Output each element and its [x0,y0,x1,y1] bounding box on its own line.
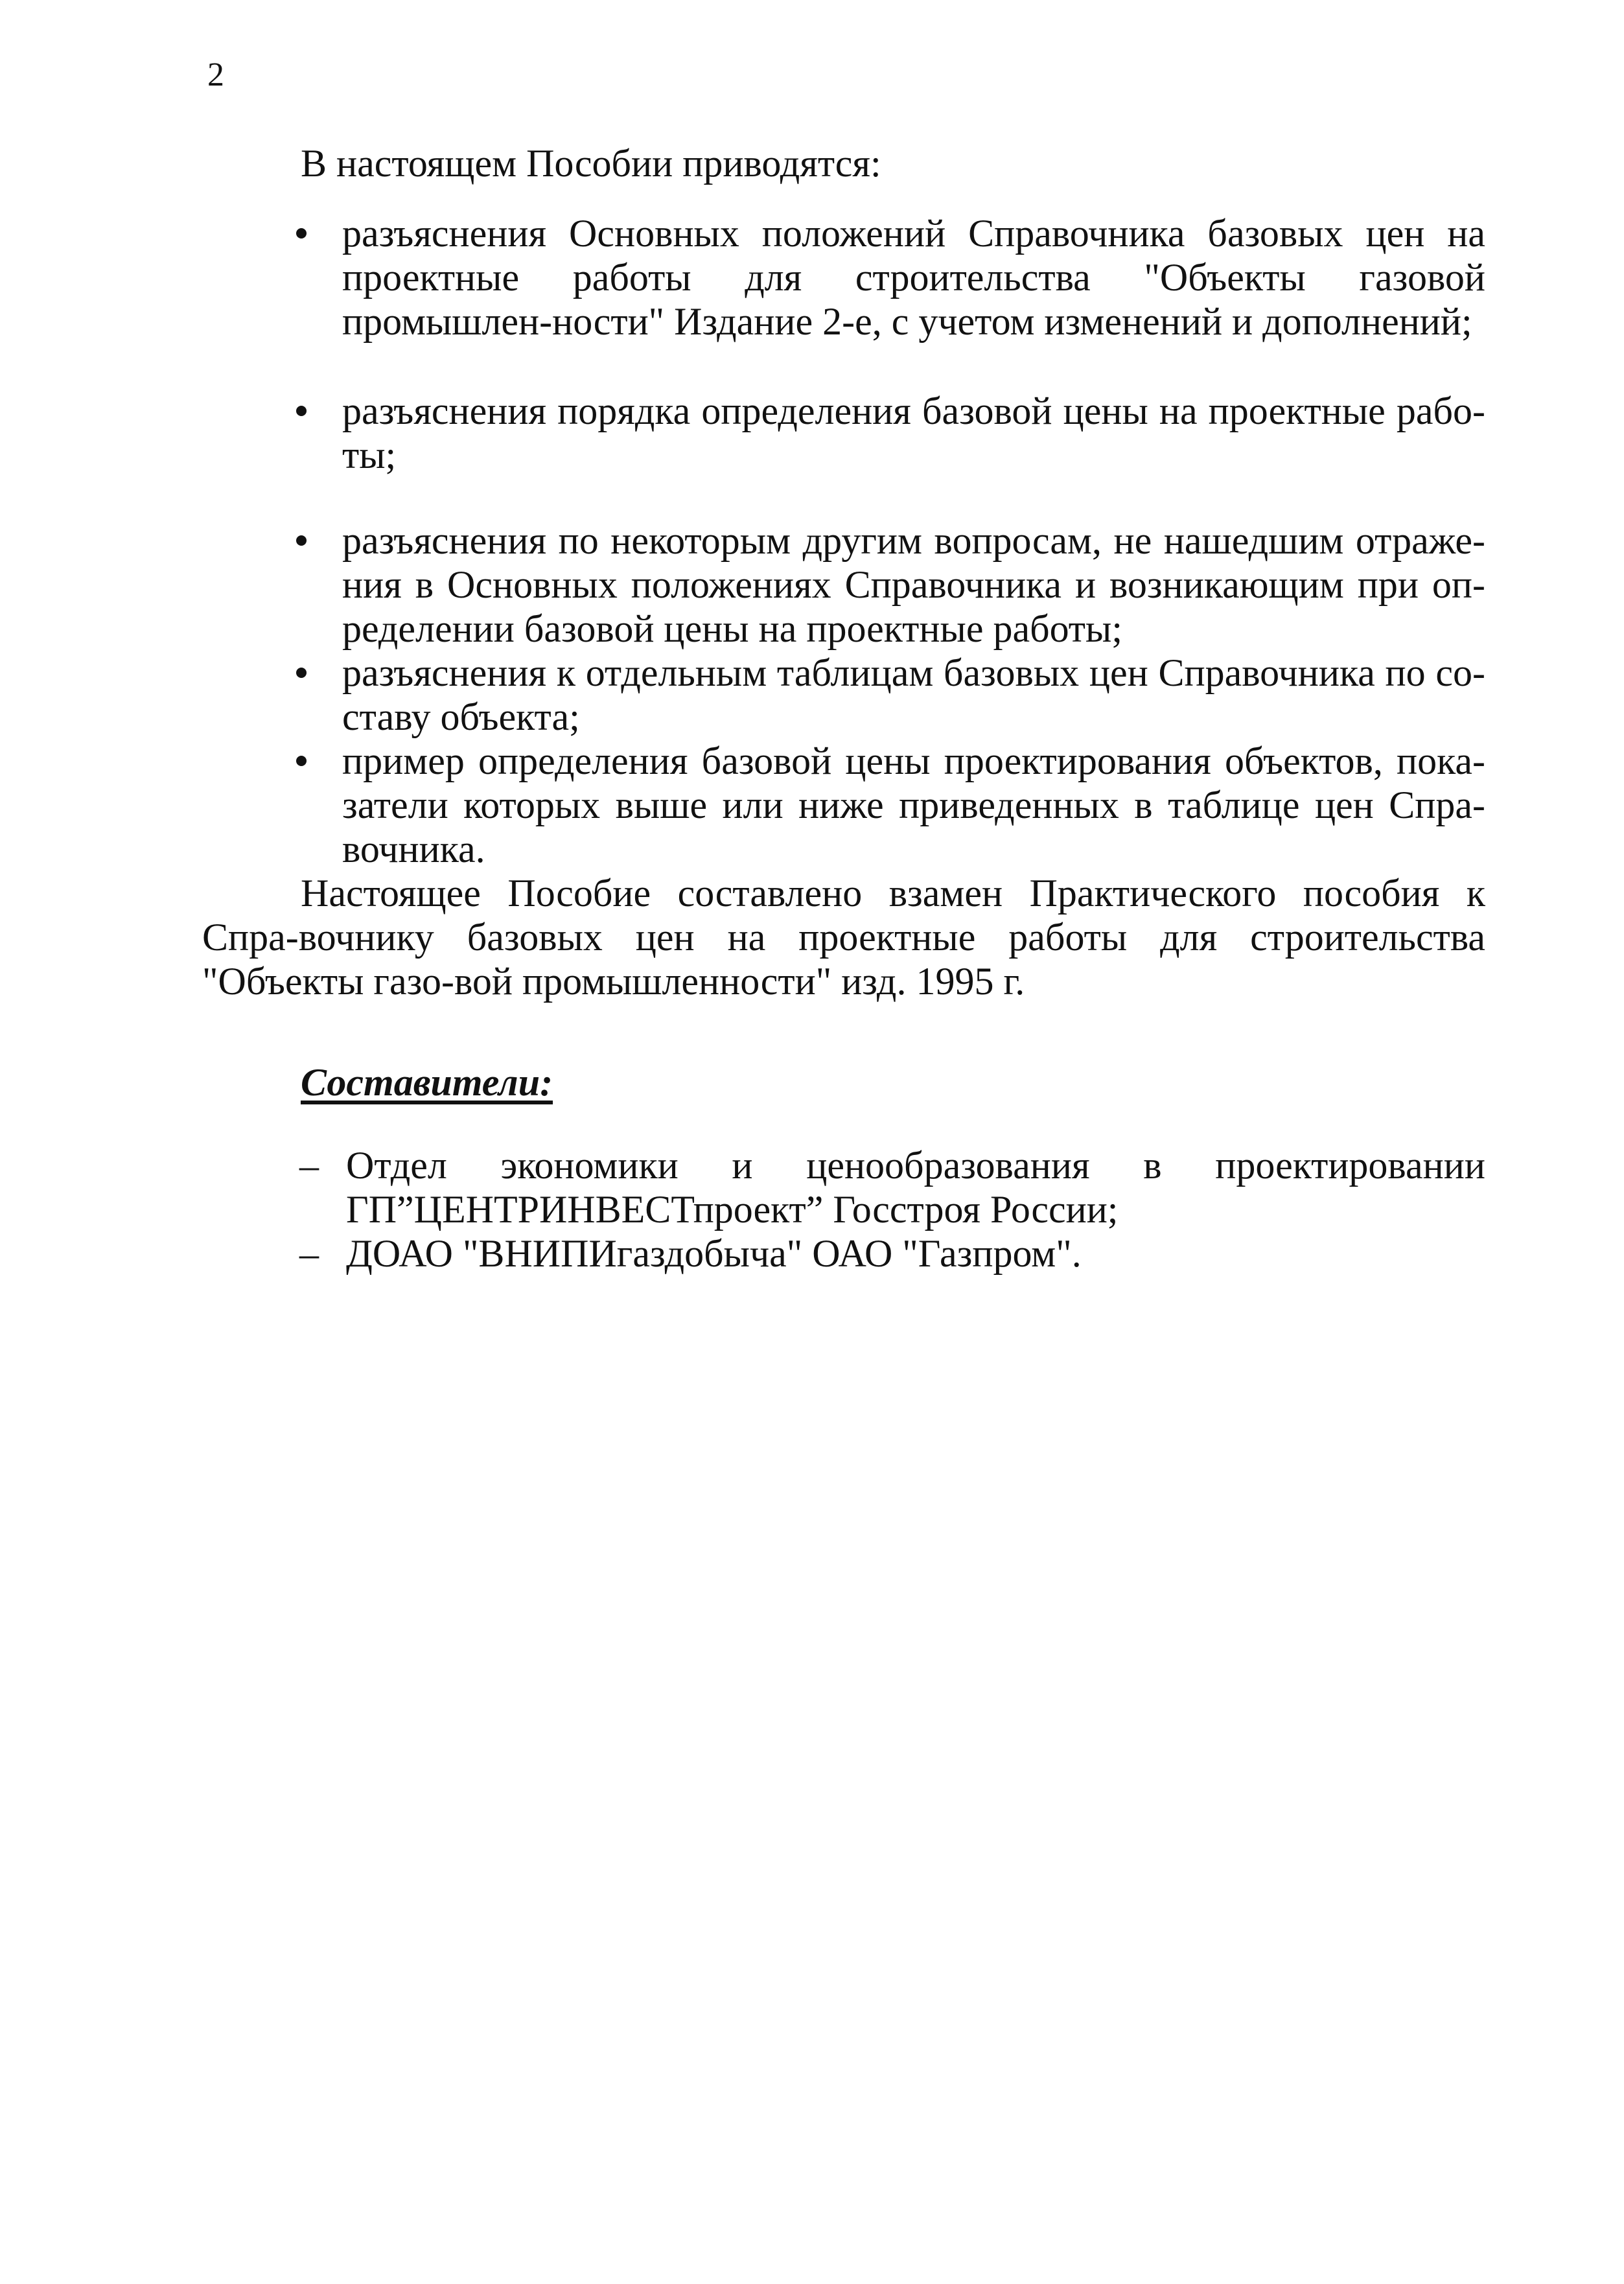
author-word: в [1143,1144,1162,1187]
bullet-icon [296,406,307,416]
page-number: 2 [207,56,224,93]
author-word: экономики [500,1144,679,1187]
list-item [202,739,1485,871]
intro-line: В настоящем Пособии приводятся: [301,142,881,185]
authors-list [202,1143,1485,1276]
bullet-icon [296,756,307,766]
list-item-text: разъяснения по некоторым другим вопросам, не нашедшим отраже-ния в Основных положениях Справочника и возникающим при оп-ределении базовой цены на проектные работы; [342,519,1485,650]
document-body [202,141,1485,1276]
author-word: проектировании [1215,1144,1485,1187]
author-line: ДОАО "ВНИПИгаздобыча" ОАО "Газпром". [346,1232,1082,1275]
bullet-icon [296,228,307,239]
list-item [202,519,1485,651]
list-item-text: разъяснения Основных положений Справочника базовых цен на проектные работы для строительства "Объекты газовой промышлен-ности" Издание 2-е, с учетом изменений и дополнений; [342,212,1485,343]
list-item [202,651,1485,739]
author-word: и [732,1144,753,1187]
bullet-icon [296,535,307,546]
author-word: ценообразования [806,1144,1090,1187]
list-item-text: пример определения базовой цены проектирования объектов, пока-затели которых выше или ниже приведенных в таблице цен Спра-вочника. [342,740,1485,870]
author-item [202,1231,1485,1276]
replacement-paragraph: Настоящее Пособие составлено взамен Практического пособия к Спра-вочнику базовых цен на проектные работы для строительства "Объекты газо-вой промышленности" изд. 1995 г. [202,872,1485,1003]
dash-icon: – [299,1232,319,1275]
list-item-text: разъяснения порядка определения базовой цены на проектные рабо-ты; [342,390,1485,476]
author-item [202,1143,1485,1231]
authors-heading: Составители: [301,1061,553,1104]
author-word: Отдел [346,1144,447,1187]
author-line: ГП”ЦЕНТРИНВЕСТпроект” Госстроя России; [346,1188,1119,1231]
list-item [202,211,1485,344]
bullet-icon [296,668,307,678]
author-line-justified [346,1143,1485,1187]
dash-icon: – [299,1144,319,1187]
list-item-text: разъяснения к отдельным таблицам базовых цен Справочника по со-ставу объекта; [342,651,1485,738]
list-item [202,389,1485,477]
explanations-list [202,211,1485,871]
